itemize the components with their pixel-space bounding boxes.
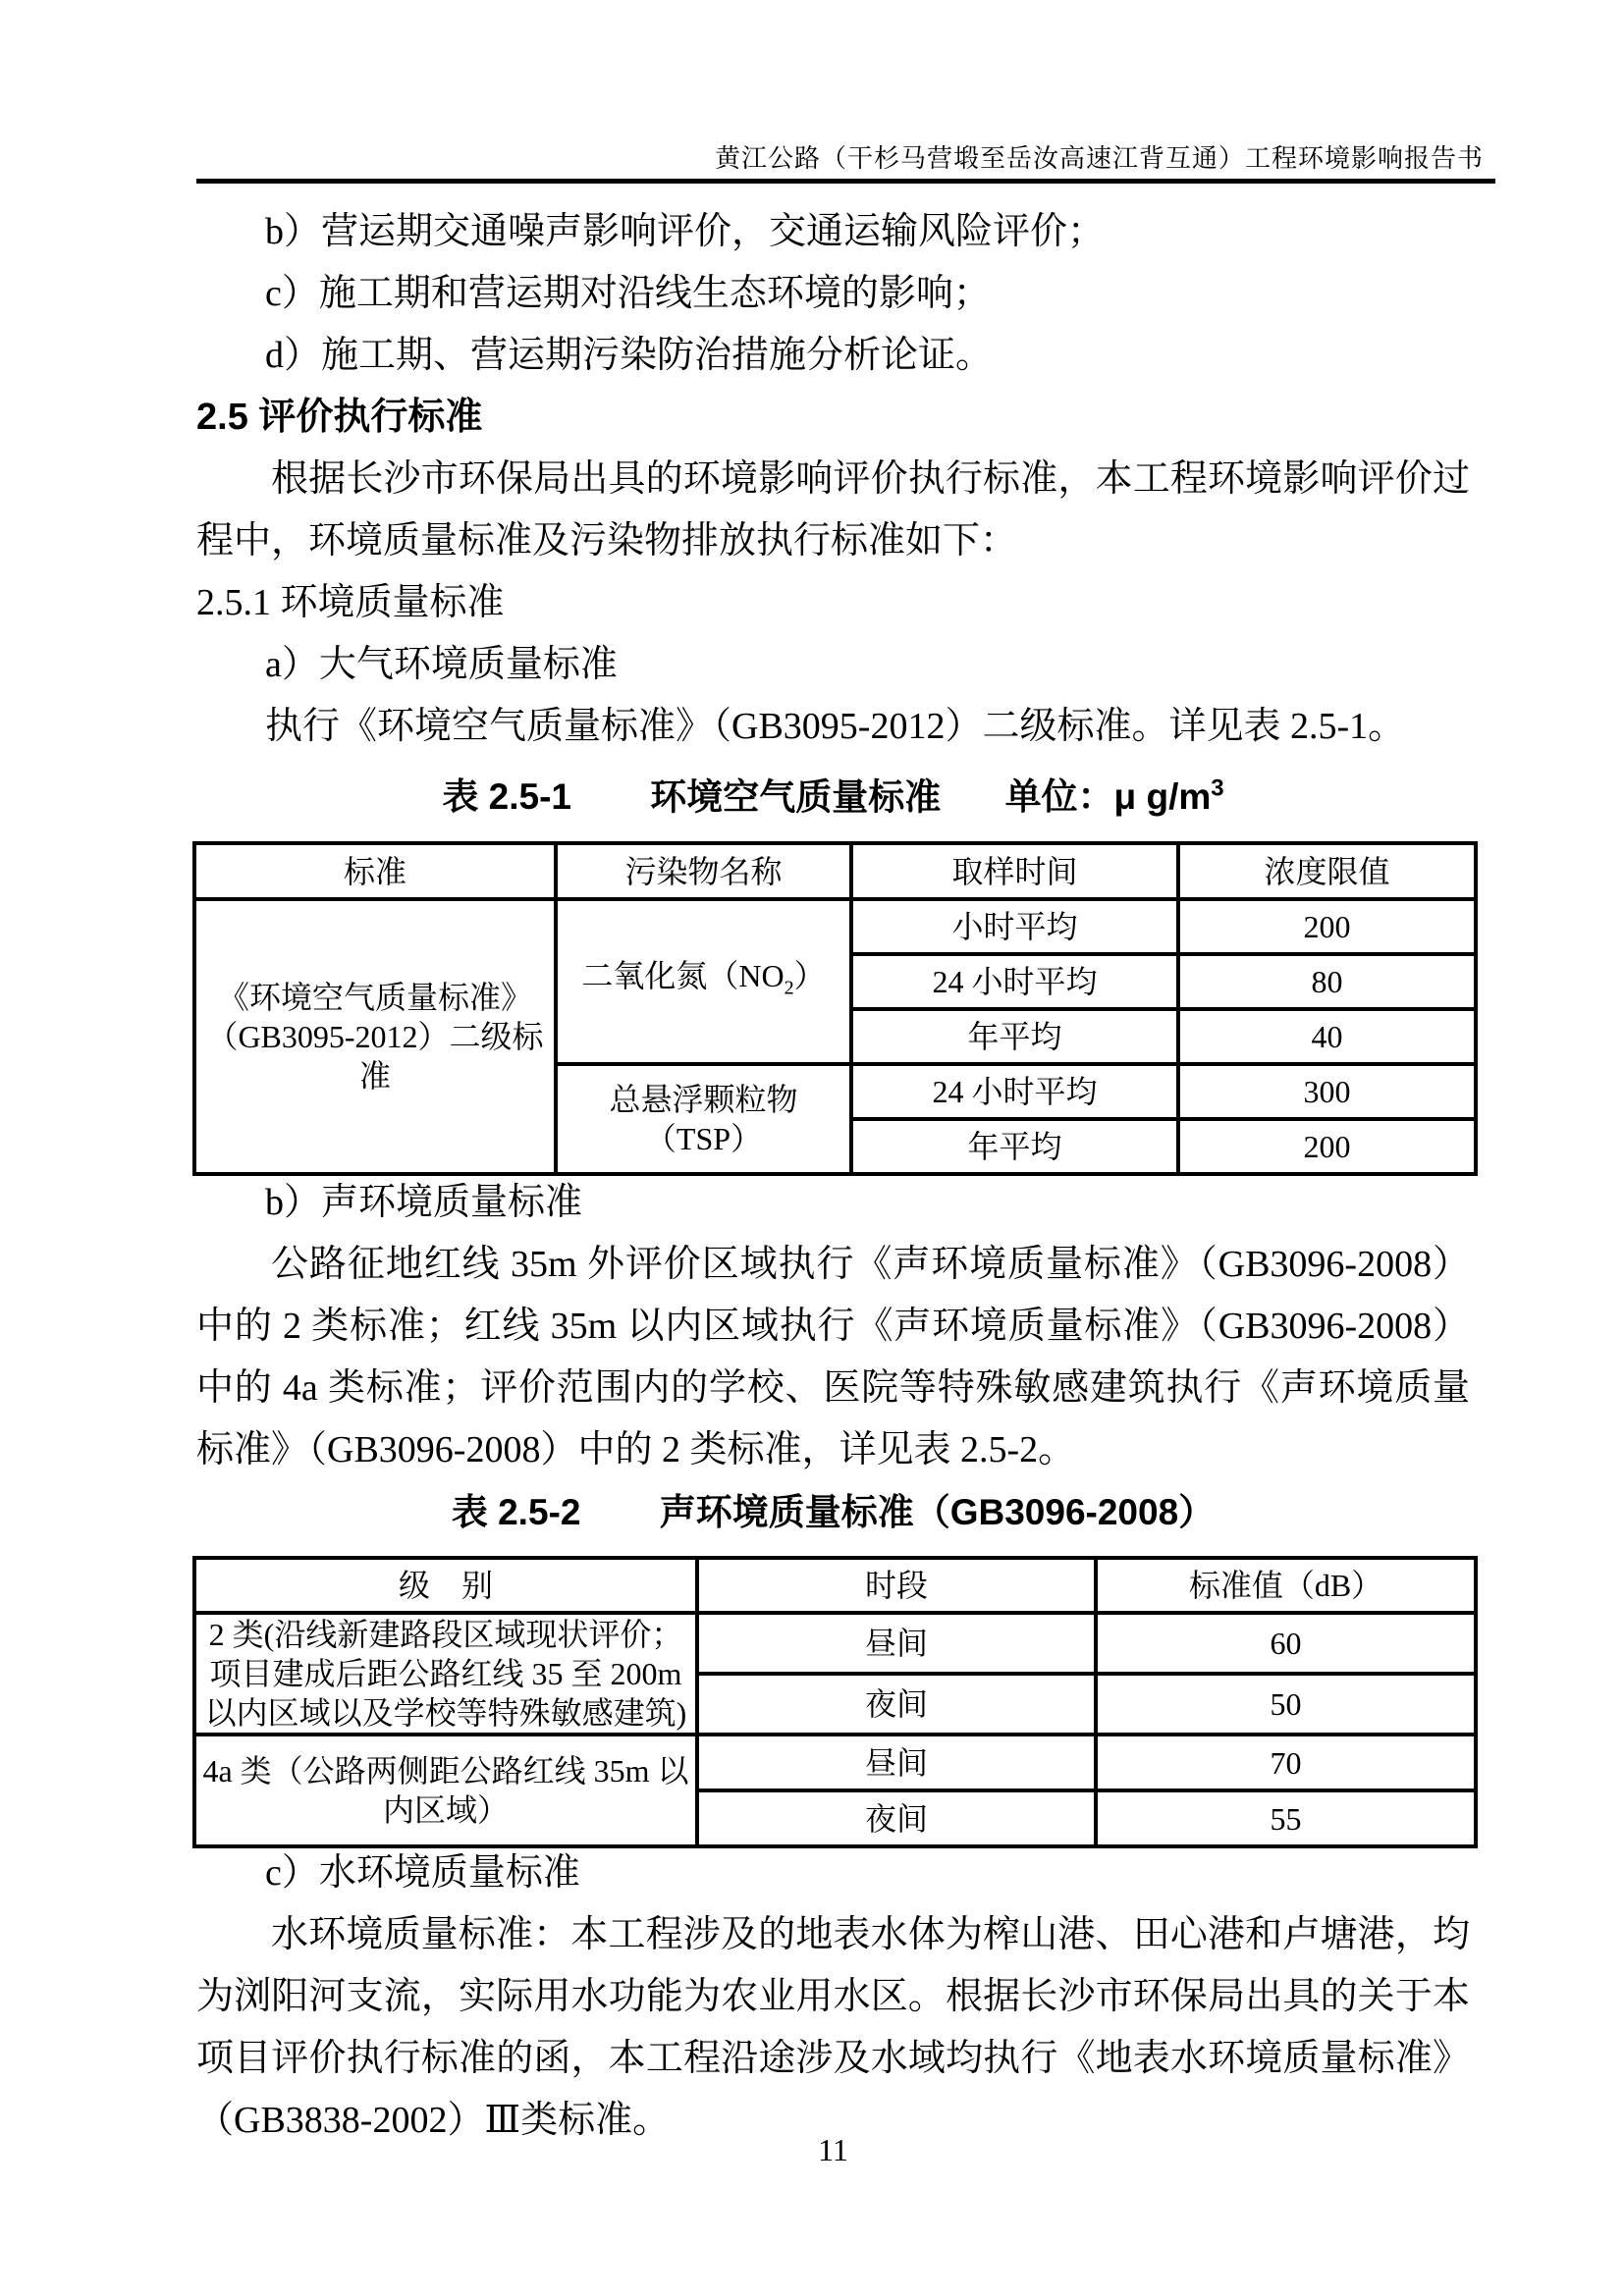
table-header-row <box>194 843 1476 899</box>
period-cell: 夜间 <box>697 1790 1096 1846</box>
table-row <box>194 899 1476 954</box>
chemical-subscript: 2 <box>784 977 794 999</box>
limit-value-cell: 200 <box>1178 1119 1476 1174</box>
item-b-heading: b）声环境质量标准 <box>265 1182 583 1224</box>
col-header-limit: 浓度限值 <box>1178 843 1476 899</box>
col-header-sampling: 取样时间 <box>851 843 1178 899</box>
item-c-heading: c）水环境质量标准 <box>265 1852 580 1895</box>
page-number: 11 <box>818 2132 848 2167</box>
table-2-5-1-caption-unit: 单位：μ $g/m^3$ <box>1004 775 1224 818</box>
noise-quality-standard-table <box>192 1556 1478 1848</box>
limit-value-cell: 300 <box>1178 1064 1476 1119</box>
table-2-5-2-caption-label: 表 2.5-2 <box>451 1492 581 1533</box>
limit-value-cell: 200 <box>1178 899 1476 954</box>
item-c-paragraph: 水环境质量标准：本工程涉及的地表水体为榨山港、田心港和卢塘港，均为浏阳河支流，实际用水功能为农业用水区。根据长沙市环保局出具的关于本项目评价执行标准的函，本工程沿途涉及水域均执行《地表水环境质量标准》（GB3838-2002）Ⅲ类标准。 <box>196 1914 1470 2142</box>
table-row <box>194 1735 1476 1790</box>
class-4a-category-cell: 4a 类（公路两侧距公路红线 35m 以内区域） <box>194 1735 697 1846</box>
col-header-standard: 标准 <box>194 843 556 899</box>
period-cell: 昼间 <box>697 1735 1096 1790</box>
col-header-class: 级 别 <box>194 1558 697 1613</box>
table-2-5-2-caption-title: 声环境质量标准（GB3096-2008） <box>659 1492 1216 1533</box>
table-header-row <box>194 1558 1476 1613</box>
item-a-text: 执行《环境空气质量标准》（GB3095-2012）二级标准。详见表 2.5-1。 <box>265 706 1406 747</box>
table-2-5-1-caption <box>196 758 1470 828</box>
value-cell: 50 <box>1096 1674 1476 1735</box>
running-header-title: 黄江公路（干杉马营塅至岳汝高速江背互通）工程环境影响报告书 <box>714 144 1484 173</box>
list-item-c: c）施工期和营运期对沿线生态环境的影响； <box>265 273 991 314</box>
period-cell: 昼间 <box>697 1613 1096 1674</box>
table-2-5-1-caption-title: 环境空气质量标准 <box>650 776 942 818</box>
unit-superscript: 3 <box>1211 775 1224 802</box>
value-cell: 55 <box>1096 1790 1476 1846</box>
sampling-time-cell: 年平均 <box>851 1009 1178 1064</box>
document-body <box>196 201 1470 2152</box>
sampling-time-cell: 小时平均 <box>851 899 1178 954</box>
header-rule <box>196 179 1495 184</box>
table-2-5-2-caption <box>196 1481 1470 1543</box>
sampling-time-cell: 年平均 <box>851 1119 1178 1174</box>
limit-value-cell: 80 <box>1178 954 1476 1009</box>
air-quality-standard-table <box>192 841 1478 1176</box>
class-2-category-cell: 2 类(沿线新建路段区域现状评价；项目建成后距公路红线 35 至 200m 以内区域以及学校等特殊敏感建筑) <box>194 1613 697 1735</box>
standard-name-cell: 《环境空气质量标准》（GB3095-2012）二级标准 <box>194 899 556 1174</box>
section-2-5-heading: 2.5 评价执行标准 <box>196 397 483 438</box>
section-2-5-1-heading: 2.5.1 环境质量标准 <box>196 582 505 623</box>
item-a-heading: a）大气环境质量标准 <box>265 644 618 685</box>
table-2-5-1-caption-label: 表 2.5-1 <box>442 776 571 818</box>
col-header-pollutant: 污染物名称 <box>556 843 851 899</box>
sampling-time-cell: 24 小时平均 <box>851 1064 1178 1119</box>
value-cell: 60 <box>1096 1613 1476 1674</box>
item-b-paragraph: 公路征地红线 35m 外评价区域执行《声环境质量标准》（GB3096-2008）中的 2 类标准；红线 35m 以内区域执行《声环境质量标准》（GB3096-2008）中的 4a 类标准；评价范围内的学校、医院等特殊敏感建筑执行《声环境质量标准》（GB3096-2008）中的 2 类标准，详见表 2.5-2。 <box>196 1244 1470 1471</box>
section-2-5-intro-paragraph: 根据长沙市环保局出具的环境影响评价执行标准，本工程环境影响评价过程中，环境质量标准及污染物排放执行标准如下： <box>196 458 1470 561</box>
col-header-value: 标准值（dB） <box>1096 1558 1476 1613</box>
pollutant-no2-cell: 二氧化氮$(NO_2)$ <box>556 899 851 1064</box>
pollutant-tsp-cell: 总悬浮颗粒物（TSP） <box>556 1064 851 1174</box>
list-item-b: b）营运期交通噪声影响评价，交通运输风险评价； <box>265 211 1106 252</box>
value-cell: 70 <box>1096 1735 1476 1790</box>
table-row <box>194 1613 1476 1674</box>
limit-value-cell: 40 <box>1178 1009 1476 1064</box>
period-cell: 夜间 <box>697 1674 1096 1735</box>
list-item-d: d）施工期、营运期污染防治措施分析论证。 <box>265 335 994 376</box>
col-header-period: 时段 <box>697 1558 1096 1613</box>
sampling-time-cell: 24 小时平均 <box>851 954 1178 1009</box>
